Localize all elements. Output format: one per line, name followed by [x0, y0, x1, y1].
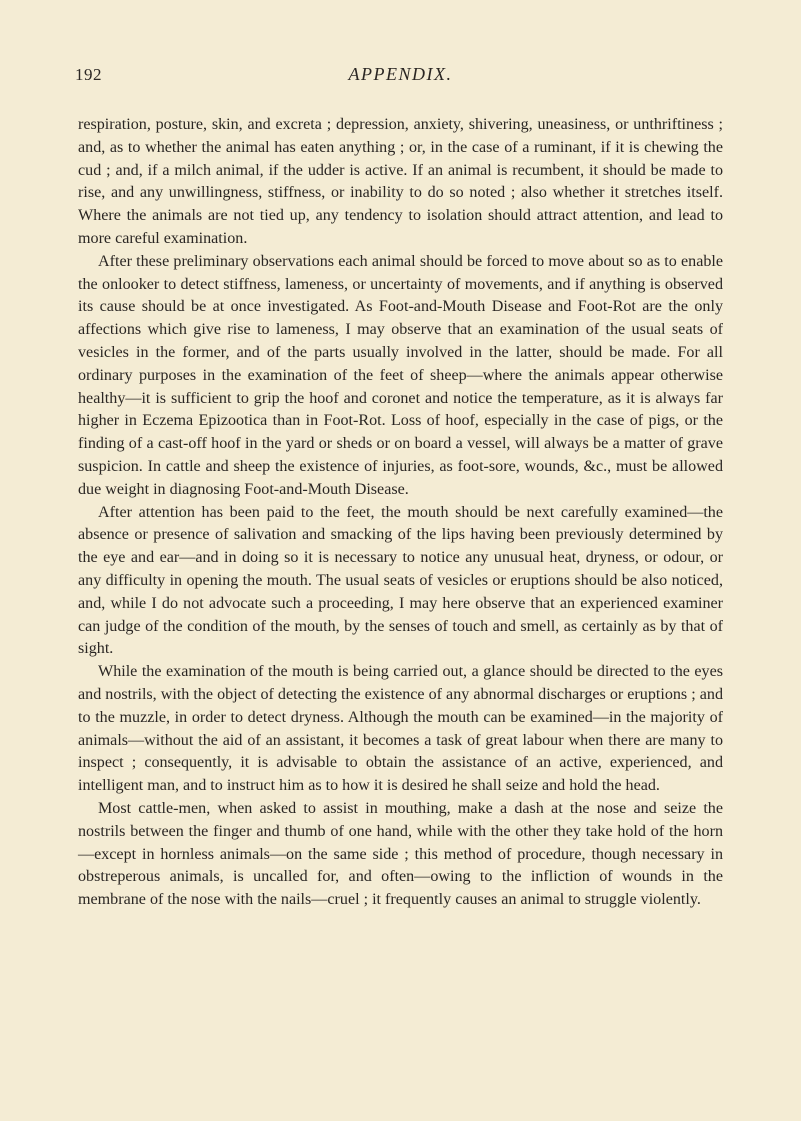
page-number: 192	[75, 65, 102, 84]
body-text	[78, 114, 723, 912]
paragraph: respiration, posture, skin, and excreta ; depression, anxiety, shivering, uneasiness, or unthriftiness ; and, as to whether the animal has eaten anything ; or, in the case of a ruminant, if it is chewing the cud ; and, if a milch animal, if the udder is active. If an animal is recumbent, it should be made to rise, and any unwillingness, stiffness, or inability to do so noted ; also whether it stretches itself. Where the animals are not tied up, any tendency to isolation should attract attention, and lead to more careful examination.	[78, 116, 723, 247]
paragraph: While the examination of the mouth is being carried out, a glance should be directed to the eyes and nostrils, with the object of detecting the existence of any abnormal discharges or eruptions ; and to the muzzle, in order to detect dryness. Although the mouth can be examined—in the majority of animals—without the aid of an assistant, it becomes a task of great labour when there are many to inspect ; consequently, it is advisable to obtain the assistance of an active, experienced, and intelligent man, and to instruct him as to how it is desired he shall seize and hold the head.	[78, 663, 723, 795]
running-head: APPENDIX.	[348, 64, 453, 84]
paragraph: Most cattle-men, when asked to assist in mouthing, make a dash at the nose and seize the nostrils between the finger and thumb of one hand, while with the other they take hold of the horn—except in hornless animals—on the same side ; this method of procedure, though necessary in obstreperous animals, is uncalled for, and often—owing to the infliction of wounds in the membrane of the nose with the nails—cruel ; it frequently causes an animal to struggle violently.	[78, 799, 723, 909]
paragraph: After these preliminary observations each animal should be forced to move about so as to enable the onlooker to detect stiffness, lameness, or uncertainty of movements, and if anything is observed its cause should be at once investigated. As Foot-and-Mouth Disease and Foot-Rot are the only affections which give rise to lameness, I may observe that an examination of the usual seats of vesicles in the former, and of the parts usually involved in the latter, should be made. For all ordinary purposes in the examination of the feet of sheep—where the animals appear otherwise healthy—it is sufficient to grip the hoof and coronet and notice the temperature, as it is always far higher in Eczema Epizootica than in Foot-Rot. Loss of hoof, especially in the case of pigs, or the finding of a cast-off hoof in the yard or sheds or on board a vessel, will always be a matter of grave suspicion. In cattle and sheep the existence of injuries, as foot-sore, wounds, &c., must be allowed due weight in diagnosing Foot-and-Mouth Disease.	[78, 252, 723, 498]
paragraph: After attention has been paid to the feet, the mouth should be next carefully examined—the absence or presence of salivation and smacking of the lips having been previously determined by the eye and ear—and in doing so it is necessary to notice any unusual heat, dryness, or odour, or any difficulty in opening the mouth. The usual seats of vesicles or eruptions should be also noticed, and, while I do not advocate such a proceeding, I may here observe that an experienced examiner can judge of the condition of the mouth, by the senses of touch and smell, as certainly as by that of sight.	[78, 503, 723, 658]
